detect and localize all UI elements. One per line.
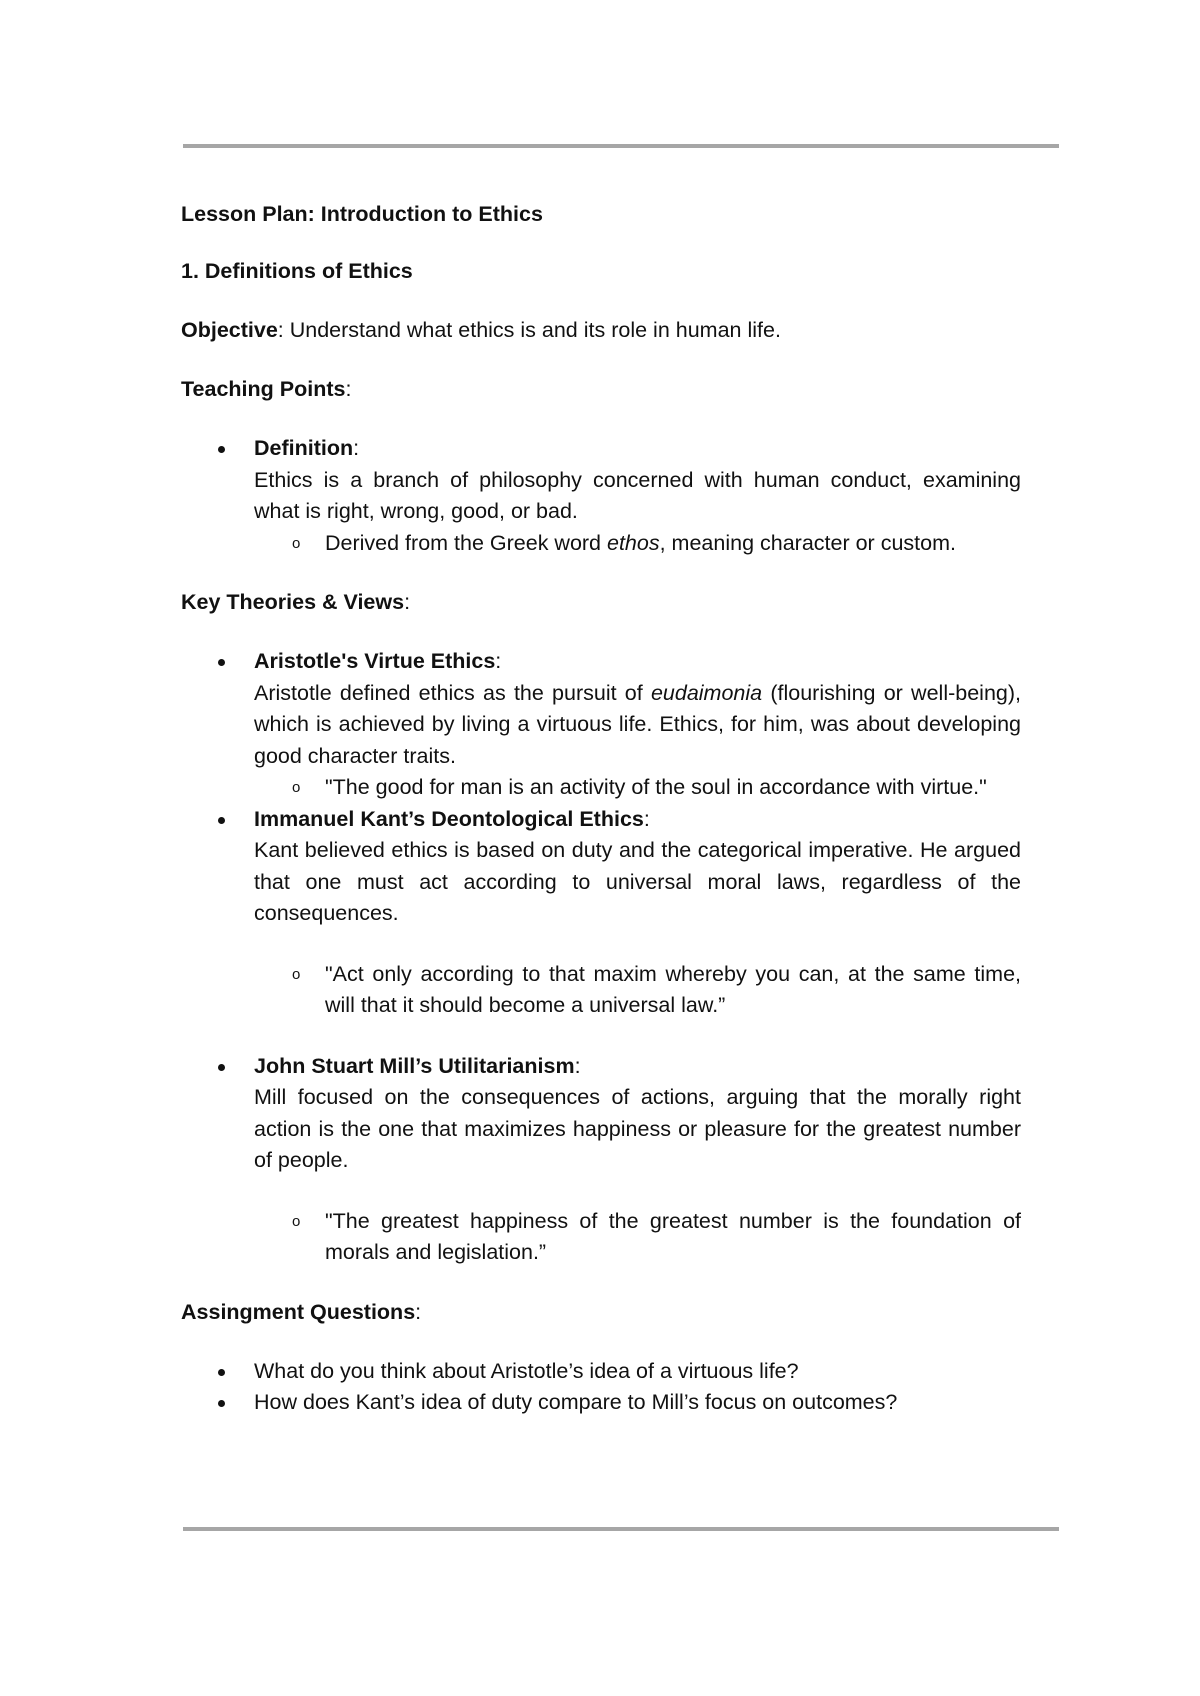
kant-text: Kant believed ethics is based on duty and the categorical imperative. He argued that one must act according to universal moral laws, regardless of the consequences.	[254, 838, 1021, 925]
list-item-question	[181, 1356, 1021, 1388]
objective-label: Objective	[181, 318, 278, 342]
aristotle-label: Aristotle's Virtue Ethics	[254, 649, 496, 673]
kant-quote-text: "Act only according to that maxim whereby you can, at the same time, will that it should become a universal law.”	[325, 961, 1021, 1017]
sub-bullet-icon	[292, 959, 300, 991]
objective-text: : Understand what ethics is and its role in human life.	[277, 318, 781, 342]
sub-item-ethos	[254, 528, 1021, 560]
kant-heading	[254, 804, 1021, 836]
kant-label: Immanuel Kant’s Deontological Ethics	[254, 806, 644, 831]
definition-heading	[254, 433, 1021, 465]
definition-label: Definition	[254, 436, 354, 460]
teaching-points-heading	[181, 374, 1021, 405]
mill-colon: :	[574, 1053, 581, 1078]
objective-paragraph	[181, 315, 1021, 346]
assignment-heading	[181, 1297, 1021, 1328]
aristotle-sublist	[254, 772, 1021, 804]
aristotle-text-prefix: Aristotle defined ethics as the pursuit of	[254, 680, 651, 705]
list-item-question	[181, 1387, 1021, 1419]
aristotle-text-suffix: (flourishing or well-being), which is achieved by living a virtuous life. Ethics, for him, was about developing good character traits.	[254, 680, 1021, 768]
aristotle-text	[254, 678, 1021, 773]
kant-colon: :	[643, 806, 650, 831]
sub-bullet-icon	[292, 528, 300, 560]
section-heading-definitions: 1. Definitions of Ethics	[181, 259, 413, 283]
teaching-points-label: Teaching Points	[181, 377, 346, 401]
bottom-horizontal-rule	[183, 1527, 1059, 1531]
definition-colon: :	[353, 436, 360, 460]
mill-sublist	[254, 1206, 1021, 1269]
key-theories-colon: :	[404, 590, 411, 614]
teaching-points-list	[181, 433, 1021, 559]
aristotle-quote-text: "The good for man is an activity of the soul in accordance with virtue."	[325, 775, 987, 799]
document-title: Lesson Plan: Introduction to Ethics	[181, 202, 543, 226]
assignment-label: Assingment Questions	[181, 1299, 416, 1324]
list-item-definition	[181, 433, 1021, 559]
key-theories-label: Key Theories & Views	[181, 590, 405, 614]
mill-text: Mill focused on the consequences of actions, arguing that the morally right action is the one that maximizes happiness or pleasure for the greatest number of people.	[254, 1085, 1021, 1172]
sub-bullet-icon	[292, 1206, 300, 1238]
question-text: How does Kant’s idea of duty compare to Mill’s focus on outcomes?	[254, 1390, 898, 1414]
mill-heading	[254, 1051, 1021, 1083]
top-horizontal-rule	[183, 144, 1059, 148]
key-theories-heading	[181, 587, 1021, 618]
list-item-aristotle	[181, 646, 1021, 804]
eudaimonia-term: eudaimonia	[650, 680, 763, 705]
definition-sublist	[254, 528, 1021, 560]
list-item-kant	[181, 804, 1021, 1051]
key-theories-list	[181, 646, 1021, 1269]
mill-quote	[254, 1206, 1021, 1269]
aristotle-colon: :	[495, 649, 502, 673]
assignment-questions-list	[181, 1356, 1021, 1419]
aristotle-quote	[254, 772, 1021, 804]
ethos-text-suffix: , meaning character or custom.	[659, 530, 956, 555]
document-body	[181, 199, 1021, 1419]
assignment-colon: :	[415, 1299, 422, 1324]
ethos-term: ethos	[607, 530, 660, 555]
ethos-text-prefix: Derived from the Greek word	[325, 530, 607, 555]
aristotle-heading	[254, 646, 1021, 678]
sub-bullet-icon	[292, 772, 300, 804]
question-text: What do you think about Aristotle’s idea of a virtuous life?	[254, 1358, 799, 1383]
teaching-points-colon: :	[345, 377, 352, 401]
mill-label: John Stuart Mill’s Utilitarianism	[254, 1053, 575, 1078]
kant-quote	[254, 959, 1021, 1022]
kant-sublist	[254, 959, 1021, 1022]
list-item-mill	[181, 1051, 1021, 1269]
mill-quote-text: "The greatest happiness of the greatest number is the foundation of morals and legislation.”	[325, 1208, 1021, 1264]
definition-text: Ethics is a branch of philosophy concerned with human conduct, examining what is right, wrong, good, or bad.	[254, 467, 1021, 523]
